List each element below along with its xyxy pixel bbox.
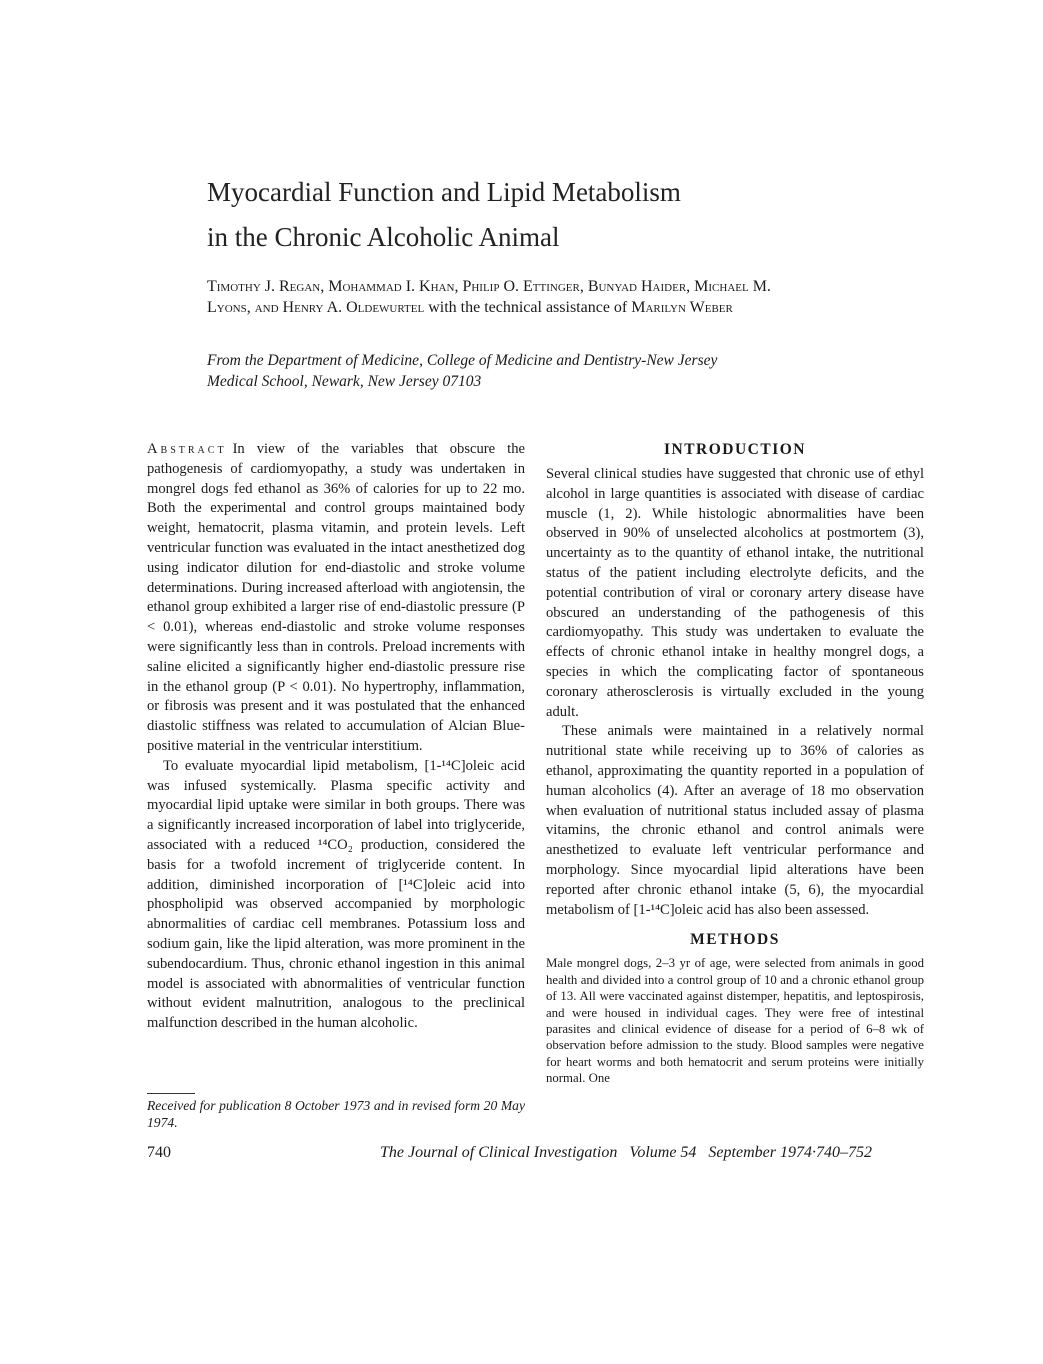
abstract-paragraph-2: To evaluate myocardial lipid metabolism, [1-¹⁴C]oleic acid was infused systemically. Plasma specific activity and myocardial lipid uptake were similar in both groups. There was a significantly increased incorporation of label into triglyceride, associated with a reduced ¹⁴CO₂ production, considered the basis for a twofold increment of triglyceride content. In addition, diminished incorporation of [¹⁴C]oleic acid into phospholipid was observed accompanied by morphologic abnormalities of cardiac cell membranes. Potassium loss and sodium gain, like the lipid alteration, was more prominent in the subendocardium. Thus, chronic ethanol ingestion in this animal model is associated with abnormalities of ventricular function without evident malnutrition, analogous to the preclinical malfunction described in the human alcoholic. [147,757,525,1032]
received-note: Received for publication 8 October 1973 and in revised form 20 May 1974. [147,1098,525,1130]
author-names: Timothy J. Regan, Mohammad I. Khan, Philip O. Ettinger, Bunyad Haider, Michael M. Lyons, and Henry A. Oldewurtel [207,278,771,316]
introduction-heading: INTRODUCTION [663,441,806,458]
author-list [207,276,807,318]
introduction-paragraph-2: These animals were maintained in a relatively normal nutritional state while receiving up to 36% of calories as ethanol, approximating the quantity reported in a population of human alcoholics (4). After an average of 18 mo observation when evaluation of nutritional status included assay of plasma vitamins, the chronic ethanol and control animals were anesthetized to evaluate left ventricular performance and morphology. Since myocardial lipid alterations have been reported after chronic ethanol intake (5, 6), the myocardial metabolism of [1-¹⁴C]oleic acid has also been assessed. [546,723,924,918]
assistance-text: with the technical assistance of [428,299,628,316]
methods-heading: METHODS [690,931,780,949]
methods-paragraph-1: Male mongrel dogs, 2–3 yr of age, were selected from animals in good health and divided into a control group of 10 and a chronic ethanol group of 13. All were vaccinated against distemper, hepatitis, and leptospirosis, and were housed in individual cages. They were free of intestinal parasites and clinical evidence of disease for a period of 6–8 wk of observation before admission to the study. Blood samples were negative for heart worms and both hematocrit and serum proteins were initially normal. One [546,956,924,1086]
journal-name: The Journal of Clinical Investigation [380,1144,618,1161]
assistant-name: Marilyn Weber [631,299,733,316]
footnote-rule [147,1093,195,1094]
journal-issue: September 1974·740–752 [708,1144,872,1161]
page-footer [147,1144,927,1166]
right-column [546,440,924,1087]
title-line-1: Myocardial Function and Lipid Metabolism [207,177,681,207]
left-column [147,440,525,1034]
abstract-text-1: In view of the variables that obscure the pathogenesis of cardiomyopathy, a study was undertaken in mongrel dogs fed ethanol as 36% of calories for up to 22 mo. Both the experimental and control groups maintained body weight, hematocrit, plasma vitamin, and protein levels. Left ventricular function was evaluated in the intact anesthetized dog using indicator dilution for end-diastolic and stroke volume determinations. During increased afterload with angiotensin, the ethanol group exhibited a larger rise of end-diastolic pressure (P < 0.01), whereas end-diastolic and stroke volume responses were significantly less than in controls. Preload increments with saline elicited a significantly higher end-diastolic pressure rise in the ethanol group (P < 0.01). No hypertrophy, inflammation, or fibrosis was present and it was postulated that the enhanced diastolic stiffness was related to accumulation of Alcian Blue-positive material in the ventricular interstitium. [147,441,525,754]
journal-volume: Volume 54 [629,1144,697,1161]
title-line-2: in the Chronic Alcoholic Animal [207,222,560,252]
abstract-paragraph-1 [147,440,525,757]
article-title [207,170,847,260]
page-number: 740 [147,1144,171,1161]
introduction-paragraph-1: Several clinical studies have suggested that chronic use of ethyl alcohol in large quantities is associated with disease of cardiac muscle (1, 2). While histologic abnormalities have been observed in 90% of unselected alcoholics at postmortem (3), uncertainty as to the quantity of ethanol intake, the nutritional status of the patient including electrolyte deficits, and the potential contribution of viral or coronary artery disease have obscured an understanding of the pathogenesis of this cardiomyopathy. This study was undertaken to evaluate the effects of chronic ethanol intake in healthy mongrel dogs, a species in which the complicating factor of spontaneous coronary atherosclerosis is virtually excluded in the young adult. [546,466,924,720]
affiliation: From the Department of Medicine, College of Medicine and Dentistry-New Jersey Medical School, Newark, New Jersey 07103 [207,352,718,390]
abstract-label: Abstract [147,441,227,457]
journal-citation [380,1144,872,1162]
